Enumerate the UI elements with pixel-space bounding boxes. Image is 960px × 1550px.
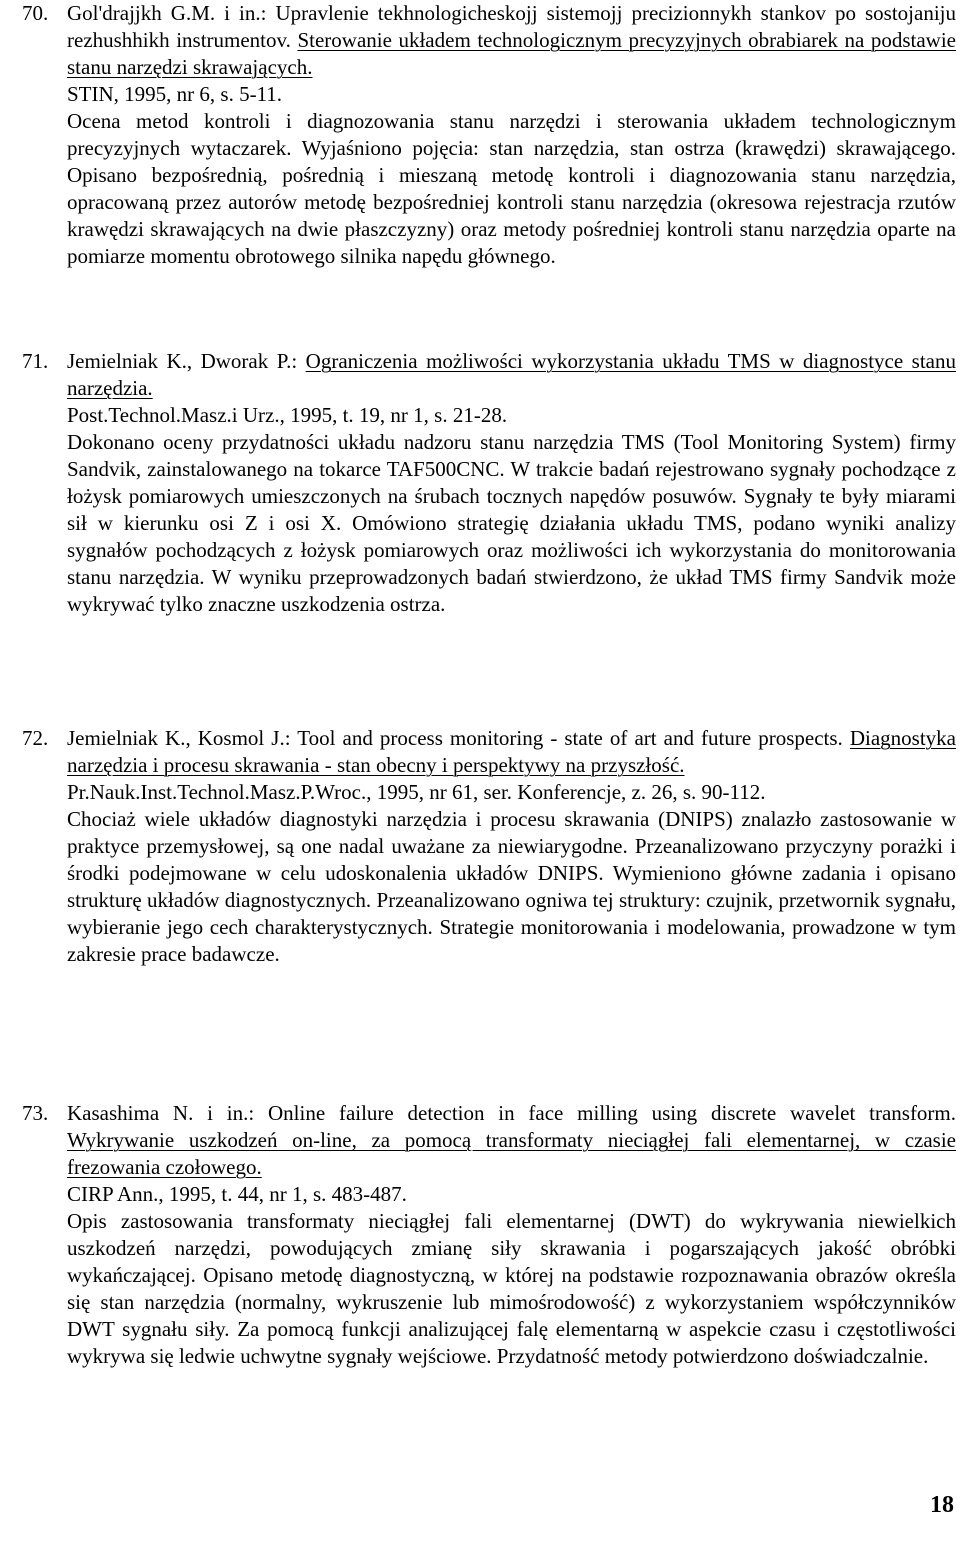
entry-authors: Gol'drajjkh G.M. i in.: (67, 1, 267, 25)
entry-polish-title: Diagnostyka narzędzia i procesu skrawania - stan obecny i perspektywy na przyszłość. (67, 726, 957, 777)
entry-abstract: Dokonano oceny przydatności układu nadzoru stanu narzędzia TMS (Tool Monitoring System) firmy Sandvik, zainstalowanego na tokarce TAF500CNC. W trakcie badań rejestrowano sygnały pochodzące z łożysk pomiarowych umieszczonych na śrubach tocznych napędów posuwów. Sygnały te były miarami sił w kierunku osi Z i osi X. Omówiono strategię działania układu TMS, podano wyniki analizy sygnałów pochodzących z łożysk pomiarowych oraz możliwości ich wykorzystania do monitorowania stanu narzędzia. W wyniku przeprowadzonych badań stwierdzono, że układ TMS firmy Sandvik może wykrywać tylko znaczne uszkodzenia ostrza. (67, 430, 956, 616)
entry-original-title: Tool and process monitoring - state of art and future prospects. (297, 726, 843, 750)
entry-authors: Jemielniak K., Kosmol J.: (67, 726, 291, 750)
entry-abstract: Ocena metod kontroli i diagnozowania stanu narzędzi i sterowania układem technologicznym precyzyjnych wytaczarek. Wyjaśniono pojęcia: stan narzędzia, stan ostrza (krawędzi) skrawającego. Opisano bezpośrednią, pośrednią i mieszaną metodę kontroli i diagnozowania stanu narzędzia, opracowaną przez autorów metodę bezpośredniej kontroli stanu narzędzia (okresowa rejestracja rzutów krawędzi skrawających na dwie płaszczyzny) oraz metody pośredniej kontroli stanu narzędzia oparte na pomiarze momentu obrotowego silnika napędu głównego. (67, 109, 956, 268)
entry-original-title: Upravlenie tekhnologicheskojj sistemojj precizionnykh stankov po sostojaniju rezhushhikh instrumentov. (67, 1, 957, 52)
entry-content (67, 0, 956, 270)
entry-content (67, 348, 956, 618)
entry-source: STIN, 1995, nr 6, s. 5-11. (67, 82, 283, 106)
entry-abstract: Chociaż wiele układów diagnostyki narzędzia i procesu skrawania (DNIPS) znalazło zastosowanie w praktyce przemysłowej, są one nadal uważane za niewiarygodne. Przeanalizowano przyczyny porażki i środki podejmowane w celu udoskonalenia układów DNIPS. Wymieniono główne zadania i opisano strukturę układów diagnostycznych. Przeanalizowano ogniwa tej struktury: czujnik, przetwornik sygnału, wybieranie jego cech charakterystycznych. Strategie monitorowania i modelowania, prowadzone w tym zakresie prace badawcze. (67, 807, 956, 966)
bibliography-entry (22, 1100, 956, 1370)
entry-original-title: Online failure detection in face milling using discrete wavelet transform. (268, 1101, 957, 1125)
page-number: 18 (930, 1492, 954, 1518)
entry-polish-title: Wykrywanie uszkodzeń on-line, za pomocą transformaty nieciągłej fali elementarnej, w czasie frezowania czołowego. (67, 1128, 956, 1179)
entry-number: 70. (22, 1, 49, 25)
entry-authors: Kasashima N. i in.: (67, 1101, 255, 1125)
entry-abstract: Opis zastosowania transformaty nieciągłej fali elementarnej (DWT) do wykrywania niewielkich uszkodzeń narzędzi, powodujących zmianę siły skrawania i pogarszających jakość obróbki wykańczającej. Opisano metodę diagnostyczną, w której na podstawie rozpoznawania obrazów określa się stan narzędzia (normalny, wykruszenie lub mimośrodowość) z wykorzystaniem współczynników DWT sygnału siły. Za pomocą funkcji analizującej falę elementarną w aspekcie czasu i częstotliwości wykrywa się ledwie uchwytne sygnały wejściowe. Przydatność metody potwierdzono doświadczalnie. (67, 1209, 956, 1368)
entry-content (67, 1100, 956, 1370)
entry-authors: Jemielniak K., Dworak P.: (67, 349, 298, 373)
entry-number: 73. (22, 1101, 49, 1125)
entry-source: CIRP Ann., 1995, t. 44, nr 1, s. 483-487. (67, 1182, 407, 1206)
entry-number: 71. (22, 349, 49, 373)
entry-number: 72. (22, 726, 49, 750)
bibliography-entry (22, 348, 956, 618)
entry-source: Post.Technol.Masz.i Urz., 1995, t. 19, nr 1, s. 21-28. (67, 403, 508, 427)
entry-polish-title: Ograniczenia możliwości wykorzystania układu TMS w diagnostyce stanu narzędzia. (67, 349, 956, 400)
bibliography-entry (22, 725, 956, 968)
entry-source: Pr.Nauk.Inst.Technol.Masz.P.Wroc., 1995, nr 61, ser. Konferencje, z. 26, s. 90-112. (67, 780, 766, 804)
entry-polish-title: Sterowanie układem technologicznym precyzyjnych obrabiarek na podstawie stanu narzędzi skrawających. (67, 28, 956, 79)
entry-content (67, 725, 956, 968)
bibliography-entry (22, 0, 956, 270)
